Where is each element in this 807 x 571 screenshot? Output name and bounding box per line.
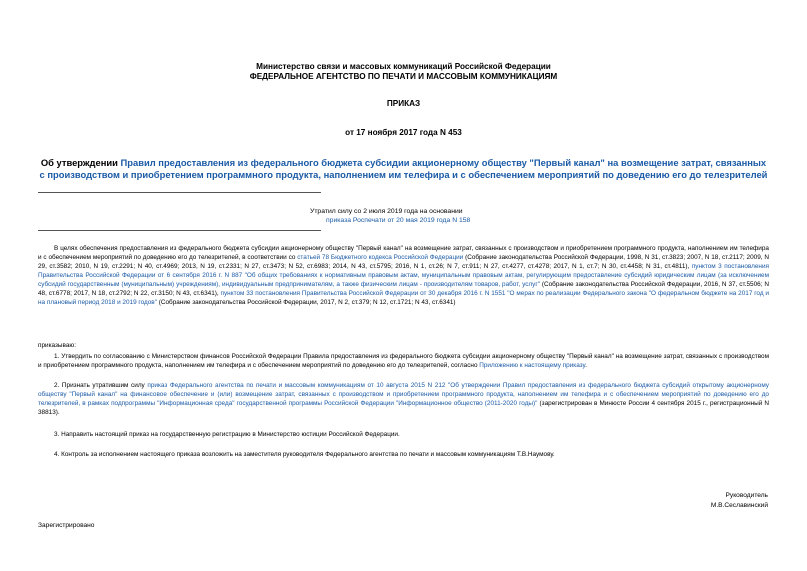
preamble-text-3: (Собрание законодательства Российской Федерации, 2016, N 37, ст.5506; N 48, ст.6778; 2017, N 18, ст.2792; N 22, ст.3150; N 43, ст.6341),	[38, 281, 769, 297]
order-word: приказываю:	[38, 342, 76, 349]
agency-name: ФЕДЕРАЛЬНОЕ АГЕНТСТВО ПО ПЕЧАТИ И МАССОВЫМ КОММУНИКАЦИЯМ	[249, 72, 558, 81]
item-1	[38, 352, 769, 370]
item-2	[38, 381, 769, 417]
doc-date-number: от 17 ноября 2017 года N 453	[345, 128, 462, 137]
item-4: 4. Контроль за исполнением настоящего приказа возложить на заместителя руководителя Федерального агентства по печати и массовым коммуникациям Т.В.Наумову.	[54, 451, 555, 458]
signature-block	[600, 491, 768, 510]
signature-position: Руководитель	[725, 492, 768, 499]
item-2-text-end: (зарегистрирован в Минюсте России 4 сентября 2015 г., регистрационный N 38813).	[38, 400, 769, 416]
item-1-end: .	[585, 362, 587, 369]
item-1-text: 1. Утвердить по согласованию с Министерством финансов Российской Федерации Правила предоставления из федерального бюджета субсидии акционерному обществу "Первый канал" на возмещение затрат, связанных с производством и приобретением программного продукта, наполнением им телефира и с обеспечением мероприятий по доведению его до телезрителей, согласно	[38, 353, 769, 369]
preamble	[38, 244, 769, 307]
expired-note-link[interactable]: приказа Роспечати от 20 мая 2019 года N 158	[326, 217, 471, 224]
preamble-text-2: (Собрание законодательства Российской Федерации, 1998, N 31, ст.3823; 2007, N 18, ст.2117; 2009, N 29, ст.3582; 2010, N 19, ст.2291; N 40, ст.4969; 2013, N 19, ст.2331; N 27, ст.3473; N 52, ст.6983; 2014, N 43, ст.5795; 2016, N 1, ст.26; N 7, ст.911; N 27, ст.4277, ст.4278; 2017, N 1, ст.7; N 30, ст.4458; N 31, ст.4811),	[38, 254, 769, 270]
item-3: 3. Направить настоящий приказ на государственную регистрацию в Министерство юстиции Российской Федерации.	[54, 431, 400, 438]
doc-type: ПРИКАЗ	[386, 99, 421, 108]
divider-top	[38, 192, 321, 193]
ministry-name: Министерство связи и массовых коммуникаций Российской Федерации	[256, 62, 551, 71]
registered-label: Зарегистрировано	[38, 522, 95, 529]
expired-note	[310, 207, 765, 225]
title-prefix: Об утверждении	[40, 157, 121, 168]
preamble-text-4: (Собрание законодательства Российской Федерации, 2017, N 2, ст.379; N 12, ст.1721; N 43, ст.6341)	[156, 299, 456, 306]
expired-note-line1: Утратил силу со 2 июля 2019 года на основании	[310, 208, 463, 215]
link-order-212[interactable]: приказ Федерального агентства по печати и массовым коммуникациям от 10 августа 2015 N 212 "Об утверждении Правил предоставления из федерального бюджета субсидий открытому акционерному обществу "Первый канал" на финансовое обеспечение и (или) возмещение затрат, связанных с производством и приобретением программного продукта, наполнением им телефира и с обеспечением мероприятий по доведению его до телезрителей, в рамках подпрограммы "Информационная среда" государственной программы Российской Федерации "Информационное общество (2011-2020 годы)"	[38, 382, 769, 407]
doc-title	[38, 157, 769, 181]
signature-name: М.В.Сеславинский	[710, 501, 768, 509]
link-budget-code-art78[interactable]: статьей 78 Бюджетного кодекса Российской Федерации	[297, 254, 464, 261]
link-gov-resolution-1551[interactable]: пунктом 33 постановления Правительства Российской Федерации от 30 декабря 2016 г. N 1551 "О мерах по реализации Федерального закона "О федеральном бюджете на 2017 год и на плановый период 2018 и 2019 годов"	[38, 290, 769, 306]
item-2-text: 2. Признать утратившим силу	[54, 382, 148, 389]
link-appendix[interactable]: Приложению к настоящему приказу	[479, 362, 586, 369]
title-link[interactable]: Правил предоставления из федерального бюджета субсидии акционерному обществу "Первый канал" на возмещение затрат, связанных с производством и приобретением программного продукта, наполнением им телефира и с обеспечением мероприятий по доведению его до телезрителей	[39, 157, 768, 180]
link-gov-resolution-887[interactable]: пунктом 3 постановления Правительства Российской Федерации от 6 сентября 2016 г. N 887 "Об общих требованиях к нормативным правовым актам, муниципальным правовым актам, регулирующим предоставление субсидий юридическим лицам (за исключением субсидий государственным (муниципальным) учреждениям), индивидуальным предпринимателям, а также физическим лицам - производителям товаров, работ, услуг"	[38, 263, 769, 288]
divider-bottom	[38, 230, 321, 231]
preamble-text-1: В целях обеспечения предоставления из федерального бюджета субсидии акционерному обществу "Первый канал" на возмещение затрат, связанных с производством и приобретением программного продукта, наполнением им телефира и с обеспечением мероприятий по доведению его до телезрителей, в соответствии со	[38, 245, 769, 261]
